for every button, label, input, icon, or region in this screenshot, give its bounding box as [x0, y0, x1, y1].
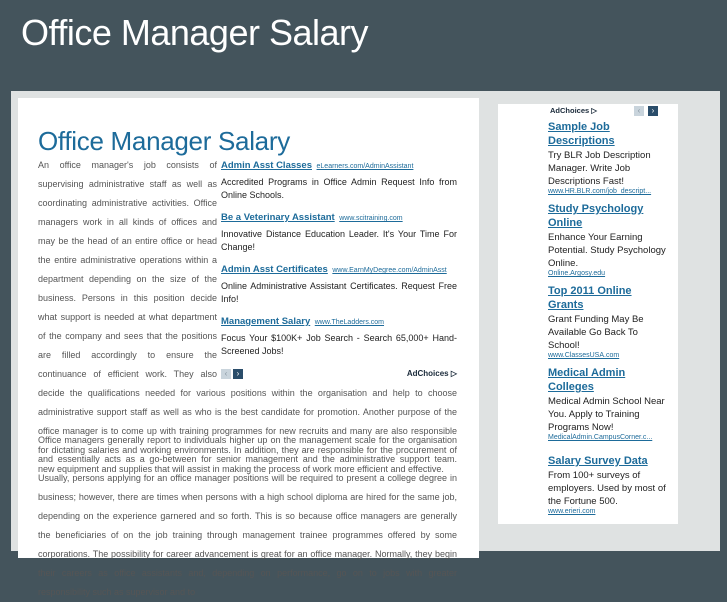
sidebar-ad-title[interactable]: Sample Job Descriptions [548, 121, 615, 147]
sidebar-ad-topbar [550, 106, 670, 118]
inline-ad-url[interactable]: www.scitraining.com [339, 215, 403, 222]
sidebar-ad-url[interactable]: www.ClassesUSA.com [548, 352, 620, 359]
inline-ad-title[interactable]: Management Salary [221, 316, 311, 327]
article-title: Office Manager Salary [38, 126, 290, 156]
sidebar-ad-body: From 100+ surveys of employers. Used by most of the Fortune 500. [548, 470, 666, 507]
inline-ad-url[interactable]: eLearners.com/AdminAssistant [316, 163, 414, 170]
inline-ad-body: Innovative Distance Education Leader. It's Your Time For Change! [221, 229, 457, 252]
sidebar-ad-title[interactable]: Top 2011 Online Grants [548, 285, 632, 311]
adchoices-link[interactable]: AdChoices ▷ [550, 106, 598, 115]
inline-ad-url[interactable]: www.TheLadders.com [314, 319, 385, 326]
sidebar-ad[interactable] [548, 284, 666, 359]
ad-next-arrow-icon[interactable]: › [233, 369, 243, 379]
inline-ad-title[interactable]: Admin Asst Classes [221, 160, 312, 171]
inline-ad[interactable] [221, 260, 457, 306]
inline-ad-body: Online Administrative Assistant Certificates. Request Free Info! [221, 281, 457, 304]
sidebar-ad-title[interactable]: Medical Admin Colleges [548, 367, 626, 393]
inline-ad[interactable] [221, 156, 457, 202]
sidebar-ad-title[interactable]: Study Psychology Online [548, 203, 644, 229]
sidebar-ad-body: Grant Funding May Be Available Go Back To School! [548, 314, 644, 351]
sidebar-ad-url[interactable]: Online.Argosy.edu [548, 270, 606, 277]
sidebar-ad-body: Try BLR Job Description Manager. Write Job Descriptions Fast! [548, 150, 651, 187]
inline-ad-footer [221, 364, 457, 383]
inline-ad-block [221, 156, 457, 383]
sidebar-ad[interactable] [548, 120, 666, 195]
ad-next-arrow-icon[interactable]: › [648, 106, 658, 116]
site-title[interactable]: Office Manager Salary [21, 12, 369, 53]
inline-ad[interactable] [221, 208, 457, 254]
sidebar-ad[interactable] [548, 454, 666, 515]
article-paragraph-2: Office managers generally report to individuals higher up on the management scale for the organisation and essentially acts as a go-between for senior management and the administrative support team. Usually, persons applying for an office manager positions will be required to present a college degree in business; however, there are times when persons with a high school diploma are hired for the same job, depending on the experience garnered and so forth. This is so because office managers are generally the beneficiaries of on the job training through management trainee programmes offered by some corporations. The possibility for career advancement is great for an office manager. Normally, they begin their careers as office assistants and, depending on performance, go on to jobs with greater responsibility such as supervisor and to [38, 435, 457, 597]
ad-prev-arrow-icon[interactable]: ‹ [634, 106, 644, 116]
sidebar-ads [498, 104, 678, 524]
inline-ad-title[interactable]: Be a Veterinary Assistant [221, 212, 335, 223]
sidebar-ad-body: Medical Admin School Near You. Apply to Training Programs Now! [548, 396, 665, 433]
site-header [0, 0, 727, 90]
sidebar-ad-url[interactable]: www.erieri.com [548, 508, 596, 515]
article-paragraph-1-text: An office manager's job consists of supervising administrative staff as well as coordinating administrative activities. Office managers work in all kinds of offices and may be the head of an entire office or head the entire administrative operations within a department depending on the size of the business. Persons in this position decide what support is needed at what department of the company and sees that the positions are filled accordingly to ensure the continuance of efficient work. They also decide the qualifications needed for various positions within the organisation and help to choose administrative support staff as well as who is the best candidate for promotion. Another purpose of the office manager is to come up with training programmes for new recruits and many are also responsible for dictating salaries and working environments. In addition, they are responsible for the procurement of new equipment and supplies that will assist in making the process of work more efficient and effective. [38, 160, 457, 474]
ad-prev-arrow-icon[interactable]: ‹ [221, 369, 231, 379]
inline-ad-title[interactable]: Admin Asst Certificates [221, 264, 328, 275]
sidebar-ad[interactable] [548, 202, 666, 277]
article-content [18, 98, 479, 597]
inline-ad-body: Accredited Programs in Office Admin Request Info from Online Schools. [221, 177, 457, 200]
sidebar-ad-title[interactable]: Salary Survey Data [548, 455, 648, 467]
sidebar-ad-body: Enhance Your Earning Potential. Study Psychology Online. [548, 232, 666, 269]
adchoices-link[interactable]: AdChoices ▷ [406, 369, 457, 378]
sidebar-ad-url[interactable]: MedicalAdmin.CampusCorner.c... [548, 434, 653, 441]
inline-ad-url[interactable]: www.EarnMyDegree.com/AdminAsst [332, 267, 447, 274]
inline-ad-body: Focus Your $100K+ Job Search - Search 65,000+ Hand-Screened Jobs! [221, 333, 457, 356]
sidebar-ad[interactable] [548, 366, 666, 441]
sidebar-ad-url[interactable]: www.HR.BLR.com/job_descript... [548, 188, 652, 195]
inline-ad[interactable] [221, 312, 457, 358]
